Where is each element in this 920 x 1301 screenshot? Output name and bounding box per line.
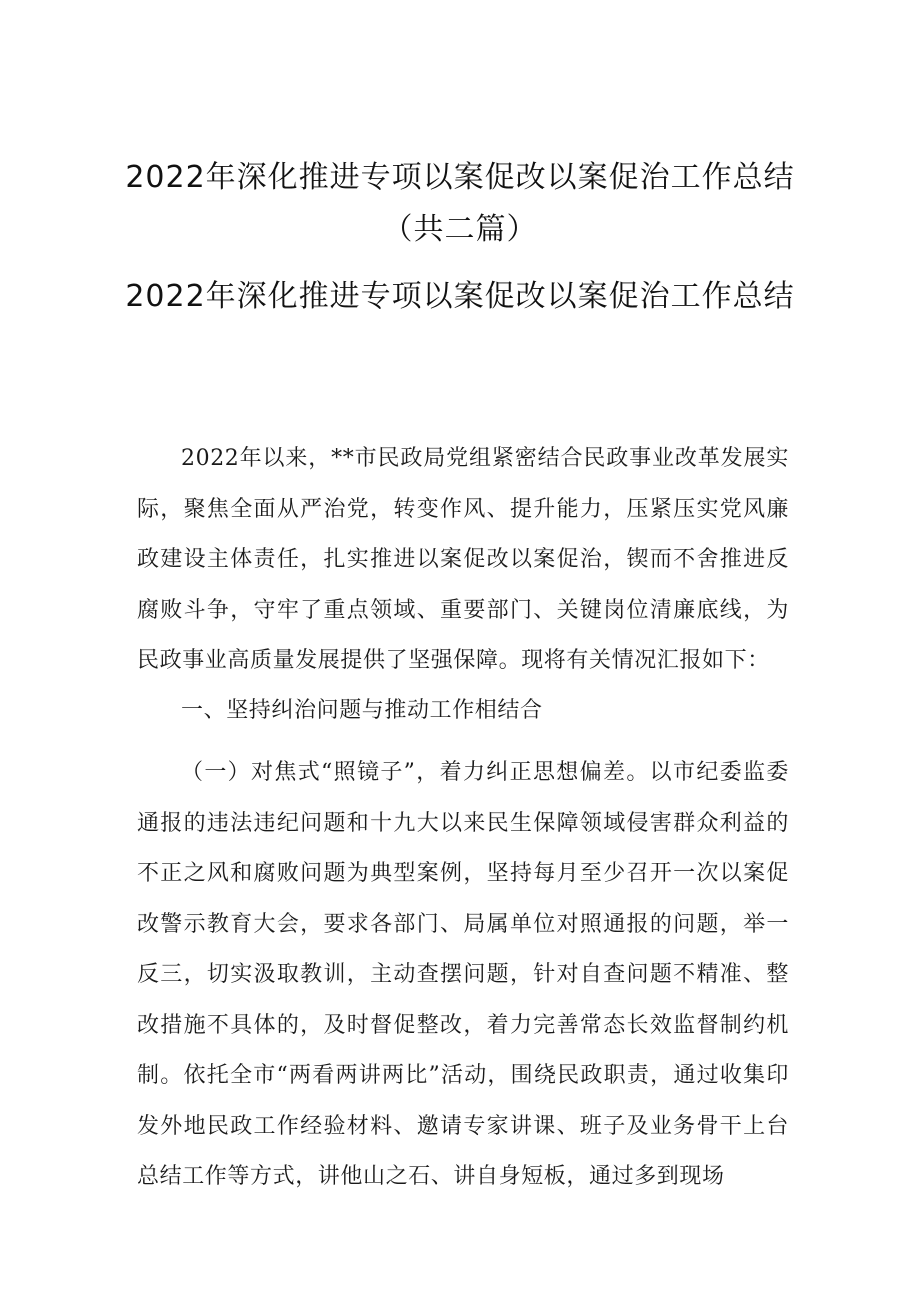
- document-subtitle: 2022年深化推进专项以案促改以案促治工作总结: [125, 278, 795, 314]
- document-title: 2022年深化推进专项以案促改以案促治工作总结（共二篇）: [125, 160, 795, 248]
- subsection-paragraph: （一）对焦式“照镜子”，着力纠正思想偏差。以市纪委监委通报的违法违纪问题和十九大以来民生保障领域侵害群众利益的不正之风和腐败问题为典型案例，坚持每月至少召开一次以案促改警示教育大会，要求各部门、局属单位对照通报的问题，举一反三，切实汲取教训，主动查摆问题，针对自查问题不精准、整改措施不具体的，及时督促整改，着力完善常态长效监督制约机制。依托全市“两看两讲两比”活动，围绕民政职责，通过收集印发外地民政工作经验材料、邀请专家讲课、班子及业务骨干上台总结工作等方式，讲他山之石、讲自身短板，通过多到现场: [137, 760, 789, 1189]
- section-heading: 一、坚持纠治问题与推动工作相结合: [181, 698, 543, 723]
- intro-paragraph: 2022年以来，**市民政局党组紧密结合民政事业改革发展实际，聚焦全面从严治党，转变作风、提升能力，压紧压实党风廉政建设主体责任，扎实推进以案促改以案促治，锲而不舍推进反腐败斗争，守牢了重点领域、重要部门、关键岗位清廉底线，为民政事业高质量发展提供了坚强保障。现将有关情况汇报如下：: [137, 446, 789, 673]
